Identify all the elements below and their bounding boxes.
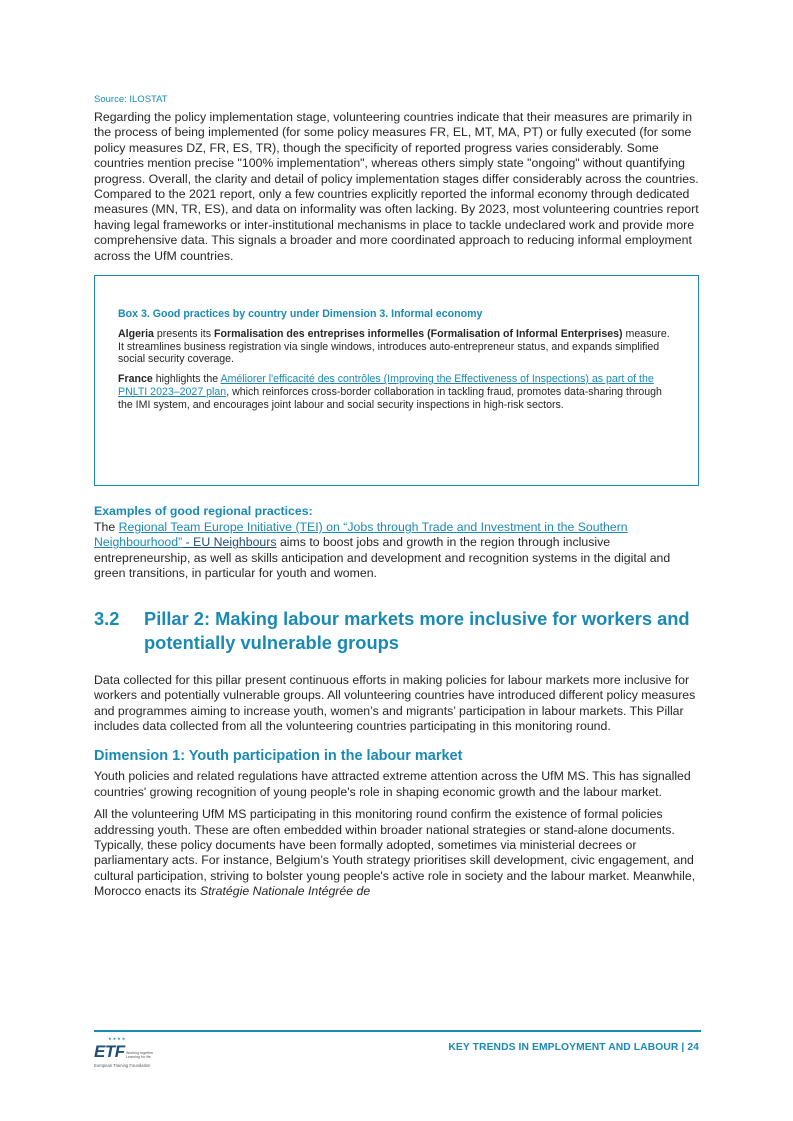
implementation-paragraph: Regarding the policy implementation stage, volunteering countries indicate that their measures are primarily in the process of being implemented (for some policy measures FR, EL, MT, MA, PT) or fully executed (for some policy measures DZ, FR, ES, TR), though the specificity of reported progress varies considerably. Some countries mention precise "100% implementation", whereas others simply state "ongoing" without quantifying progress. Overall, the clarity and detail of policy implementation stages differ considerably across the countries. Compared to the 2021 report, only a few countries explicitly reported the informal economy through dedicated measures (MN, TR, ES), and data on informality was often lacking. By 2023, most volunteering countries report having legal frameworks or inter-institutional mechanisms in place to tackle undeclared work and provide more comprehensive data. This signals a broader and more coordinated approach to reducing informal employment across the UfM countries. — [94, 110, 699, 263]
regional-pre: The — [94, 520, 116, 535]
running-footer: KEY TRENDS IN EMPLOYMENT AND LABOUR | 24 — [448, 1042, 699, 1053]
box-title: Box 3. Good practices by country under Dimension 3. Informal economy — [118, 308, 483, 321]
logo-organisation-name: European Training Foundation — [94, 1063, 151, 1068]
section-heading — [94, 607, 699, 655]
figure-source: Source: ILOSTAT — [94, 94, 168, 105]
page-content — [94, 94, 699, 900]
youth-strategies-italic: Stratégie Nationale Intégrée de — [199, 884, 371, 899]
france-plan-link[interactable]: Améliorer l'efficacité des contrôles (Improving the Effectiveness of Inspections) as part of the PNLTI 2023–2027 plan — [118, 373, 654, 399]
footer-divider — [94, 1030, 701, 1032]
france-practice — [118, 373, 675, 411]
algeria-post: measure. It streamlines business registration via single windows, introduces auto-entrepreneur status, and expands simplified social security coverage. — [118, 327, 670, 366]
youth-policies-paragraph: Youth policies and related regulations have attracted extreme attention across the UfM MS. This has signalled countries' growing recognition of young people's role in shaping economic growth and the labour market. — [94, 769, 691, 799]
algeria-practice — [118, 328, 675, 366]
algeria-pre: presents its — [156, 327, 212, 340]
algeria-country: Algeria — [118, 327, 154, 340]
pillar-intro-paragraph: Data collected for this pillar present continuous efforts in making policies for labour markets more inclusive for workers and potentially vulnerable groups. All volunteering countries have introduced different policy measures and programmes aiming to increase youth, women’s and migrants’ participation in labour markets. This Pillar includes data collected from all the volunteering countries participating in this monitoring round. — [94, 672, 696, 733]
france-pre: highlights the — [155, 373, 219, 386]
section-title: Pillar 2: Making labour markets more inclusive for workers and potentially vulnerable groups — [144, 607, 690, 653]
logo-tagline: Working together Learning for life — [126, 1051, 154, 1059]
france-post: , which reinforces cross-border collaboration in tackling fraud, promotes data-sharing through the IMI system, and encourages joint labour and social security inspections in high-risk sectors. — [118, 386, 662, 411]
etf-logo — [94, 1036, 174, 1072]
eu-neighbours-link[interactable]: - EU Neighbours — [182, 535, 277, 550]
regional-post: aims to boost jobs and growth in the region through inclusive entrepreneurship, as well as skills anticipation and development and recognition systems in the digital and green transitions, in particular for youth and women. — [94, 535, 671, 581]
regional-practices-heading: Examples of good regional practices: — [94, 504, 313, 519]
dimension-heading: Dimension 1: Youth participation in the labour market — [94, 748, 463, 765]
regional-practices-paragraph — [94, 520, 699, 582]
good-practices-box — [94, 275, 699, 486]
youth-strategies-paragraph — [94, 807, 699, 899]
section-number: 3.2 — [94, 607, 120, 629]
france-country: France — [118, 373, 153, 386]
youth-strategies-text: All the volunteering UfM MS participating in this monitoring round confirm the existence of formal policies addressing youth. These are often embedded within broader national strategies or stand-alone documents. Typically, these policy documents have been formally adopted, sometimes via ministerial decrees or parliamentary acts. For instance, Belgium’s Youth strategy prioritises skill development, civic engagement, and cultural participation, striving to bolster young people's active role in society and the labour market. Meanwhile, Morocco enacts its — [94, 807, 696, 899]
stars-icon: ★★★★ — [108, 1036, 127, 1041]
tei-link[interactable]: Regional Team Europe Initiative (TEI) on “Jobs through Trade and Investment in the Southern Neighbourhood” — [94, 520, 628, 550]
logo-letters: ETF — [94, 1042, 125, 1061]
algeria-measure: Formalisation des entreprises informelles (Formalisation of Informal Enterprises) — [214, 327, 623, 340]
